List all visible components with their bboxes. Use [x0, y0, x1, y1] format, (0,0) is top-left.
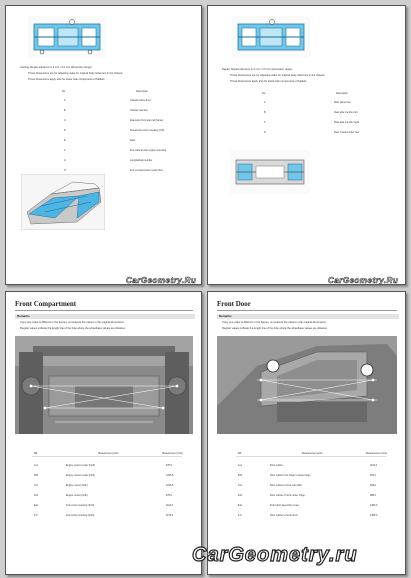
table-header: Mfr.: [238, 452, 242, 455]
title-divider: [217, 310, 397, 311]
bullet-text: • If any one value is different in the figures, re-measure the values in the original dimensions.: [222, 321, 397, 324]
table-cell: C-C: [34, 484, 39, 487]
bullet-text: • Jointing: Repair tolerance is 4 mm / 2.5 mm (dimension range): [20, 66, 195, 69]
table-cell: Front crossmember under floor: [130, 169, 163, 172]
table-cell: Suspension strut mounting (L/R): [130, 129, 165, 132]
table-cell: Engine mount center (both): [66, 464, 95, 467]
table-cell: A: [64, 99, 66, 102]
bullet-text: • Those dimensions apply also for sheet side components of Models: [28, 78, 202, 81]
table-cell: Longitudinal member: [130, 159, 153, 162]
table-cell: Door outline of front center hinge: [270, 494, 305, 497]
table-header: Mfr.: [34, 452, 38, 455]
table-header: Description: [136, 90, 148, 93]
table-cell: H: [64, 169, 66, 172]
table-cell: B: [264, 111, 266, 114]
table-cell: 975.0: [166, 494, 172, 497]
table-cell: Engine mount (both): [66, 484, 88, 487]
table-cell: E: [64, 139, 66, 142]
table-header: Measurement point: [302, 452, 323, 455]
table-cell: Rear side member left: [334, 111, 358, 114]
table-cell: 1265.5: [166, 474, 174, 477]
table-cell: 951.0: [370, 474, 376, 477]
table-header: No.: [62, 90, 66, 93]
table-header: Description: [336, 92, 348, 95]
table-cell: A-A: [238, 464, 242, 467]
section-header: Remarks: [217, 314, 399, 319]
table-cell: 1043.5: [166, 484, 174, 487]
table-cell: 1179.0: [166, 514, 174, 517]
bullet-text: • Those dimensions apply also for sheet side components of Models: [230, 80, 405, 83]
table-cell: Rear crossmember rear: [334, 131, 360, 134]
table-cell: 1118.0: [166, 504, 173, 507]
title-divider: [15, 310, 193, 311]
bullet-text: • Those dimensions are for adjusting value for original body reference in the chassis: [230, 74, 405, 77]
page-watermark: CarGeometry.Ru: [126, 276, 197, 285]
table-cell: Front strut mounting (both): [66, 504, 95, 507]
table-cell: C: [264, 121, 266, 124]
table-cell: D-D: [238, 494, 243, 497]
document-page-3: [5, 291, 202, 575]
table-cell: B: [64, 109, 66, 112]
table-header: No.: [262, 92, 266, 95]
table-cell: C-C: [238, 484, 243, 487]
table-cell: 1162.0: [370, 464, 378, 467]
table-cell: G: [64, 159, 66, 162]
table-cell: B-B: [34, 474, 38, 477]
bullet-text: • If any one value is different in the figures, re-measure the values in the original dimensions.: [20, 321, 195, 324]
table-cell: Door outline to front rear pillar: [270, 484, 302, 487]
section-header: Remarks: [15, 314, 195, 319]
front-door-photo: [217, 336, 397, 434]
page-title: Front Compartment: [15, 300, 77, 308]
table-cell: D: [64, 129, 66, 132]
table-cell: F-F: [238, 514, 242, 517]
table-cell: D: [264, 131, 266, 134]
table-cell: 1083.0: [370, 504, 378, 507]
underbody-frame-diagram: [28, 16, 106, 58]
table-cell: Door outline to front mirror: [270, 514, 298, 517]
table-cell: C: [64, 119, 66, 122]
table-cell: Front door assembly center: [270, 504, 300, 507]
bullet-text: • Regular values indicate the length line of the hole where the wheelbase values are distance.: [20, 327, 195, 330]
table-cell: Extension front side rail (frame): [130, 119, 164, 122]
bullet-text: • Those dimensions are for adjusting value for original body reference in the chassis: [28, 72, 202, 75]
table-cell: Engine mount center (both): [66, 474, 95, 477]
table-cell: 1285.0: [370, 514, 378, 517]
table-cell: 988.0: [370, 494, 376, 497]
table-cell: B-B: [238, 474, 242, 477]
bullet-text: • Repair: Repair tolerance is 4 mm / 2.5 mm (dimension range): [222, 68, 397, 71]
document-page-1: [5, 5, 202, 285]
table-cell: 843.0: [370, 484, 376, 487]
table-header: Measurement point: [98, 452, 119, 455]
body-perspective-diagram: [21, 174, 105, 230]
table-cell: E-E: [34, 504, 38, 507]
table-header: Measurement (mm): [366, 452, 387, 455]
table-cell: Chassis member: [130, 109, 148, 112]
front-compartment-photo: [15, 336, 193, 434]
table-cell: Rear: [130, 139, 136, 142]
underbody-frame-diagram: [232, 16, 310, 58]
site-watermark: CarGeometry.ru: [192, 544, 358, 566]
page-watermark: CarGeometry.Ru: [328, 276, 399, 285]
table-header: Measurement (mm): [162, 452, 183, 455]
table-cell: Front strut mounting (both): [66, 514, 95, 517]
table-cell: Chassis frame front: [130, 99, 151, 102]
rear-frame-diagram: [230, 150, 310, 194]
table-cell: Rear side member right: [334, 121, 359, 124]
document-page-2: [207, 5, 406, 285]
table-cell: Door outline front hinge to lower hinge: [270, 474, 311, 477]
table-cell: F-F: [34, 514, 38, 517]
table-cell: D-D: [34, 494, 39, 497]
table-cell: A: [264, 101, 266, 104]
table-cell: Front lateral side engine mounting: [130, 149, 167, 152]
table-cell: Door outline: [270, 464, 283, 467]
table-cell: F: [64, 149, 66, 152]
table-cell: 975.0: [166, 464, 172, 467]
document-page-4: [207, 291, 406, 575]
page-title: Front Door: [217, 300, 251, 308]
table-cell: E-E: [238, 504, 242, 507]
bullet-text: • Regular values indicate the length line of the hole where the wheelbase values are distance.: [222, 327, 397, 330]
table-cell: A-A: [34, 464, 38, 467]
table-cell: Rear panel rear: [334, 101, 351, 104]
table-cell: Engine mount (both): [66, 494, 88, 497]
